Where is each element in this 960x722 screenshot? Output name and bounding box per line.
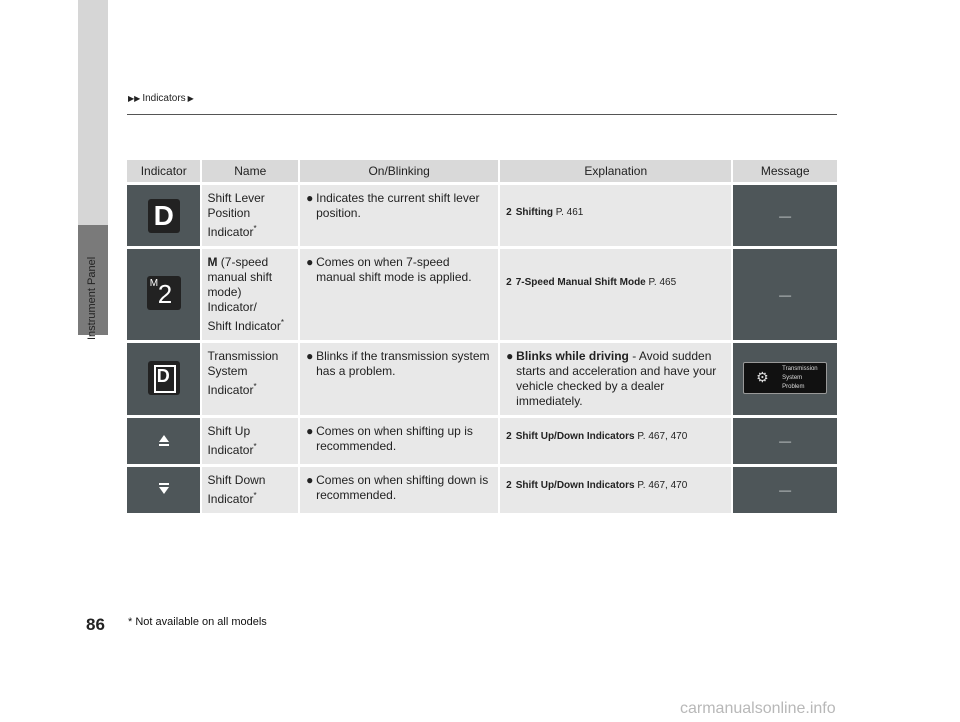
on-blinking-text: Blinks if the transmission system has a problem. [316,349,490,378]
reference-page: P. 465 [648,276,677,288]
indicator-table [127,157,837,516]
footnote: * Not available on all models [128,616,267,628]
breadcrumb-item[interactable]: Indicators [142,93,186,104]
footnote-asterisk: * [253,442,257,451]
shift-up-icon [157,433,171,447]
indicator-cell [127,249,202,340]
message-display [743,362,827,394]
bullet-icon: ● [306,473,314,487]
on-blinking-text: Comes on when shifting down is recommended. [316,473,489,502]
on-blinking-text: Comes on when shifting up is recommended. [316,424,473,453]
explanation-cell [500,467,733,513]
header-rule [127,114,837,115]
name-line: Indicator [207,383,254,397]
breadcrumb [128,93,194,104]
indicator-cell [127,418,202,464]
message-line: System [782,374,803,381]
reference-page: P. 467, 470 [637,479,688,491]
on-blinking-text: Indicates the current shift lever position. [316,191,480,220]
explanation-cell [500,185,733,246]
warning-gear-icon: ⚙ [756,368,769,385]
indicator-cell [127,343,202,415]
col-header-explanation: Explanation [500,160,733,182]
col-header-name: Name [202,160,300,182]
col-header-indicator: Indicator [127,160,202,182]
table-row [127,418,837,464]
table-row [127,249,837,340]
name-cell [202,185,300,246]
indicator-cell [127,467,202,513]
explanation-bold: Blinks while driving [516,349,629,363]
name-line: Shift Lever [207,191,265,205]
shift-d-icon: D [148,199,180,233]
explanation-text: - Avoid sudden starts and acceleration and have your vehicle checked by a dealer immediately. [516,349,717,408]
name-line: (7-speed [217,255,269,269]
breadcrumb-arrow-icon: ▶ [187,94,194,103]
on-blinking-cell [300,185,500,246]
explanation-cell [500,249,733,340]
message-line: Problem [782,383,805,390]
bullet-icon: ● [306,424,314,438]
name-bold: M [207,255,218,269]
reference-page: P. 461 [555,206,584,218]
explanation-cell [500,418,733,464]
bullet-icon: ● [306,255,314,269]
name-line: Indicator [207,492,254,506]
transmission-icon: D [148,361,180,395]
footnote-asterisk: * [253,491,257,500]
reference-link[interactable]: Shift Up/Down Indicators [515,430,635,442]
page-side-tab [78,0,108,225]
page-number: 86 [86,615,105,634]
name-line: System [207,364,248,378]
on-blinking-cell [300,343,500,415]
message-line: Transmission [782,365,818,372]
reference-arrow-icon: 2 [506,206,512,218]
bullet-icon: ● [306,191,314,205]
name-line: Transmission [207,349,279,363]
shift-m2-icon: M 2 [147,276,181,310]
message-cell [733,343,837,415]
reference-arrow-icon: 2 [506,430,512,442]
name-cell [202,343,300,415]
message-cell: — [733,418,837,464]
name-line: Shift Up [207,424,251,438]
message-cell: — [733,249,837,340]
on-blinking-cell [300,249,500,340]
indicator-cell [127,185,202,246]
name-cell [202,249,300,340]
name-line: Shift Down [207,473,266,487]
on-blinking-cell [300,418,500,464]
footnote-asterisk: * [280,318,284,327]
reference-page: P. 467, 470 [637,430,688,442]
table-row [127,467,837,513]
name-line: Indicator [207,443,254,457]
message-cell: — [733,185,837,246]
on-blinking-cell [300,467,500,513]
explanation-cell [500,343,733,415]
footnote-asterisk: * [253,224,257,233]
col-header-message: Message [733,160,837,182]
shift-down-icon [157,482,171,496]
name-line: Indicator [207,225,254,239]
reference-link[interactable]: Shifting [515,206,553,218]
name-line: Shift Indicator [207,319,281,333]
reference-arrow-icon: 2 [506,479,512,491]
reference-arrow-icon: 2 [506,276,512,288]
name-cell [202,418,300,464]
table-row [127,343,837,415]
name-line: Position [207,206,251,220]
footnote-asterisk: * [253,382,257,391]
reference-link[interactable]: Shift Up/Down Indicators [515,479,635,491]
bullet-icon: ● [306,349,314,363]
section-label: Instrument Panel [86,256,98,340]
bullet-icon: ● [506,349,514,363]
name-line: manual shift [207,270,273,284]
message-cell: — [733,467,837,513]
reference-link[interactable]: 7-Speed Manual Shift Mode [515,276,646,288]
watermark: carmanualsonline.info [680,700,836,717]
name-line: mode) Indicator/ [207,285,257,314]
on-blinking-text: Comes on when 7-speed manual shift mode is applied. [316,255,472,284]
col-header-on-blinking: On/Blinking [300,160,500,182]
breadcrumb-arrow-icon: ▶▶ [128,94,141,103]
name-cell [202,467,300,513]
table-header-row [127,160,837,182]
table-row [127,185,837,246]
